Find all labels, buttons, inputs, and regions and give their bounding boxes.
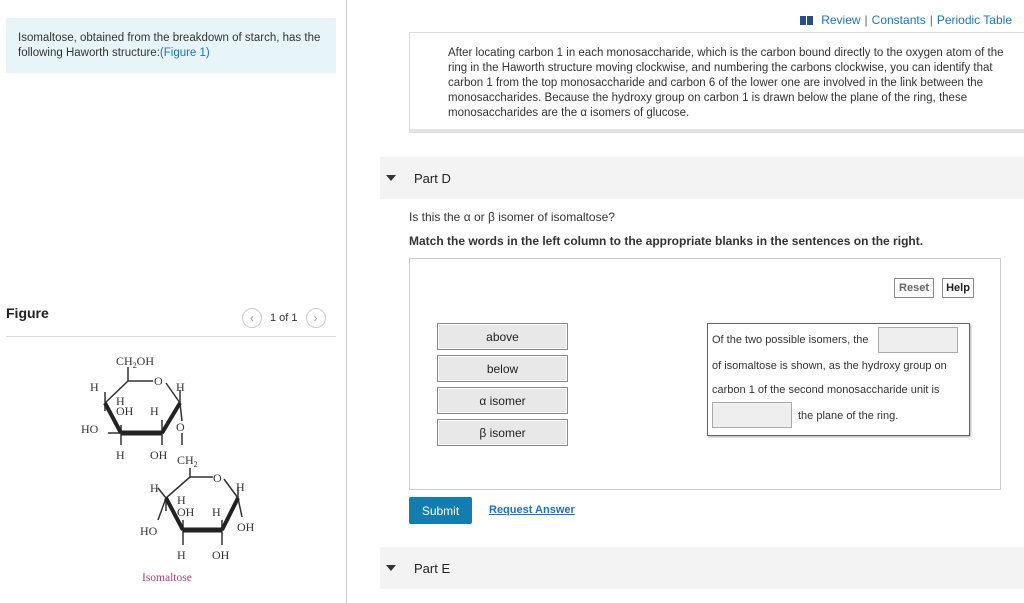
pager-count: 1 of 1 (270, 312, 298, 324)
ho-label: HO (140, 524, 158, 538)
chevron-left-icon: ‹ (250, 311, 254, 325)
h-label: H (177, 548, 186, 562)
h-label: H (236, 480, 245, 494)
oh-label: OH (177, 505, 195, 519)
figure-pager (242, 308, 326, 328)
part-d-instruction: Match the words in the left column to the appropriate blanks in the sentences on the right. (409, 234, 924, 248)
h-label: H (176, 380, 185, 394)
ch2oh-label: CH (116, 354, 133, 368)
h-label: H (90, 380, 99, 394)
h-label: H (212, 505, 221, 519)
review-link[interactable]: Review (821, 13, 861, 27)
drag-drop-area (409, 258, 1001, 490)
drag-option-below[interactable]: below (437, 355, 568, 382)
figure-heading: Figure (6, 305, 49, 321)
drag-option-above[interactable]: above (437, 323, 568, 350)
drop-blank-2[interactable] (712, 402, 792, 428)
request-answer-link[interactable]: Request Answer (489, 504, 575, 516)
h-label: H (116, 394, 125, 408)
part-e-header[interactable] (380, 547, 1024, 589)
drop-blank-1[interactable] (878, 327, 958, 353)
ring-oxygen-bottom: O (213, 471, 222, 485)
part-d-header[interactable] (380, 157, 1024, 199)
ring-oxygen-top: O (154, 374, 163, 388)
sentence-line-1: Of the two possible isomers, the (712, 334, 869, 346)
explanation-box (409, 32, 1024, 133)
part-e-title: Part E (414, 560, 451, 576)
top-links (800, 13, 1012, 27)
sentence-line-3: carbon 1 of the second monosaccharide unit is (712, 384, 940, 396)
chevron-right-icon: › (313, 311, 318, 325)
periodic-table-link[interactable]: Periodic Table (936, 13, 1012, 27)
isomaltose-haworth-structure (70, 345, 280, 595)
sentence-line-4: the plane of the ring. (798, 410, 899, 422)
link-separator: | (864, 13, 868, 27)
submit-button[interactable]: Submit (409, 497, 472, 524)
left-panel (0, 0, 347, 603)
help-button[interactable]: Help (942, 278, 974, 298)
h-label: H (150, 404, 159, 418)
oh-label: OH (237, 520, 255, 534)
link-separator: | (929, 13, 933, 27)
constants-link[interactable]: Constants (871, 13, 926, 27)
caret-down-icon (386, 565, 396, 571)
drag-option-alpha-isomer[interactable]: α isomer (437, 387, 568, 414)
figure-divider (6, 336, 336, 337)
ch2-sub: 2 (193, 460, 198, 469)
drag-option-beta-isomer[interactable]: β isomer (437, 419, 568, 446)
svg-text:CH2 (177, 453, 198, 469)
reset-button[interactable]: Reset (894, 278, 934, 298)
oh-label: OH (116, 404, 134, 418)
prev-figure-button[interactable] (242, 308, 262, 328)
h-label: H (116, 448, 125, 462)
ring-link-oxygen: O (176, 420, 185, 434)
intro-text: Isomaltose, obtained from the breakdown of starch, has the following Haworth structure: (18, 32, 321, 59)
right-panel (348, 0, 1024, 603)
ch2oh-sub: 2 (132, 361, 137, 370)
part-d-question: Is this the α or β isomer of isomaltose? (409, 210, 615, 224)
caret-down-icon (386, 175, 396, 181)
sentence-line-2: of isomaltose is shown, as the hydroxy group on (712, 360, 947, 372)
sentence-target-box (707, 323, 970, 436)
figure-link[interactable]: (Figure 1) (159, 47, 210, 59)
h-label: H (177, 493, 186, 507)
next-figure-button[interactable] (306, 308, 326, 328)
svg-text:CH2OH (116, 354, 154, 370)
oh-label: OH (150, 448, 168, 462)
oh-label: OH (212, 548, 230, 562)
ch2oh-tail: OH (136, 354, 155, 368)
ch2-label: CH (177, 453, 194, 467)
book-icon (800, 16, 813, 25)
part-d-title: Part D (414, 170, 451, 186)
intro-box (6, 18, 336, 73)
molecule-caption: Isomaltose (142, 572, 192, 584)
h-label: H (150, 481, 159, 495)
ho-label: HO (81, 422, 99, 436)
explanation-text: After locating carbon 1 in each monosaccharide, which is the carbon bound directly to the oxygen atom of the ring in the Haworth structure moving clockwise, and numbering the carbons clockwise, you can identify that carbon 1 from the top monosaccharide and carbon 6 of the lower one are involved in the link between the monosaccharides. Because the hydroxy group on carbon 1 is drawn below the plane of the ring, these monosaccharides are the α isomers of glucose. (448, 47, 1004, 119)
